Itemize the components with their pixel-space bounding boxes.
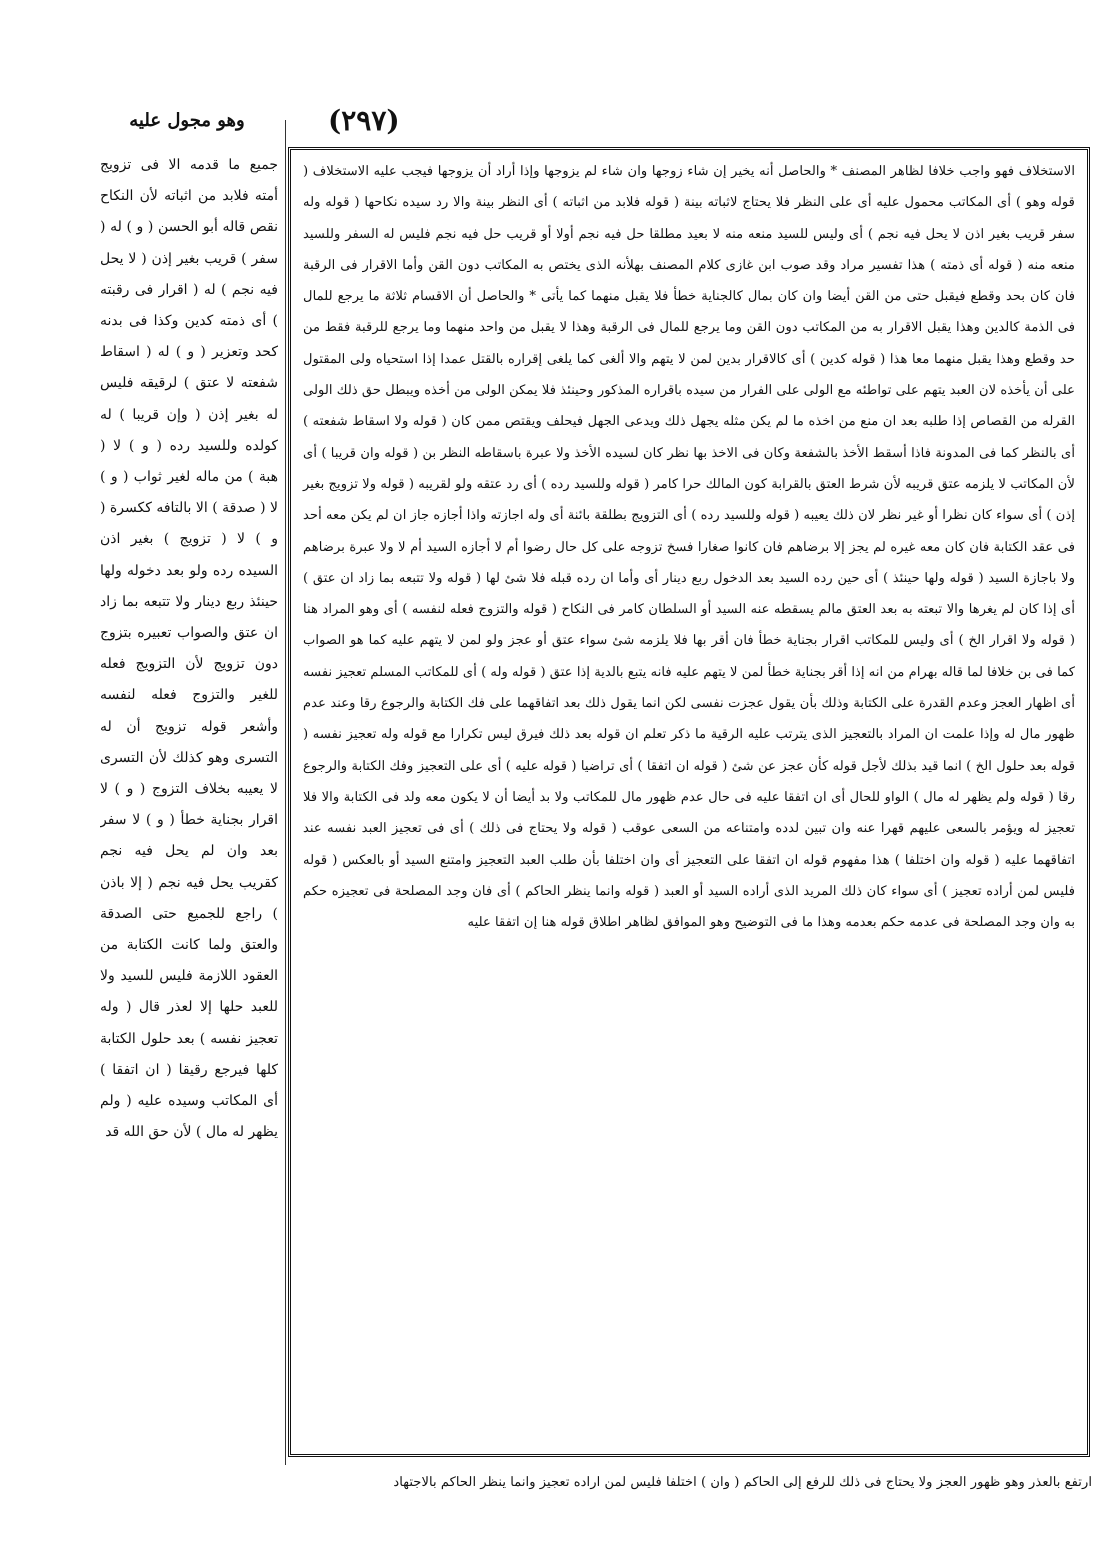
commentary-text [303,156,1075,938]
footer-line: ارتفع بالعذر وهو ظهور العجز ولا يحتاج فى ذلك للرفع إلى الحاكم ( وان ) اختلفا فليس لمن اراده تعجيز وانما ينظر الحاكم بالاجتهاد [393,1475,1092,1490]
column-divider [285,120,286,1465]
running-head: وهو مجول عليه [129,110,245,131]
margin-main-text-column [100,150,278,1460]
footer-continuation [100,1468,1092,1498]
commentary-frame [288,147,1090,1457]
commentary-paragraph: الاستخلاف فهو واجب خلافا لظاهر المصنف * والحاصل أنه يخير إن شاء زوجها وان شاء لم يزوجها وإذا أراد أن يزوجها فيجب عليه الاستخلاف ( قوله وهو ) أى المكاتب محمول عليه أى على النظر فلا يحتاج لاثباته بينة ( قوله فلابد من اثباته ) أى النظر بينة والا رد سيده نكاحها ( قوله وله سفر قريب بغير اذن لا يحل فيه نجم ) أى وليس للسيد منعه منه لا بعيد مطلقا حل فيه نجم أولا أو قريب حل فيه نجم فليس له السفر وللسيد منعه منه ( قوله أى ذمته ) هذا تفسير مراد وقد صوب ابن غازى كلام المصنف بهلأنه الذى يختص به المكاتب دون القن وأما الاقرار فى الرقبة فان كان بحد وقطع فيقبل حتى من القن أيضا وان كان بمال كالجناية خطأ فلا يقبل منهما كما يأتى * والحاصل أن الاقسام ثلاثة ما يرجع للمال فى الذمة كالدين وهذا يقبل الاقرار به من المكاتب دون القن وما يرجع للمال فى الرقبة وهذا لا يقبل من واحد منهما وما يرجع للرقبة فقط من حد وقطع وهذا يقبل منهما معا هذا ( قوله كدين ) أى كالاقرار بدين لمن لا يتهم والا ألغى كما يلغى إقراره بالقتل عمدا إذا استحياه ولى المقتول على أن يأخذه لان العبد يتهم على تواطئه مع الولى على الفرار من سيده باقراره المذكور وحينئذ فلا يمكن الولى من أخذه ويبطل حق ذلك الولى القرله من القصاص إذا طلبه بعد ان منع من اخذه ما لم يكن مثله يجهل ذلك ويدعى الجهل فيحلف ويقتص ممن كان ( قوله ولا اسقاط شفعته ) أى بالنظر كما فى المدونة فاذا أسقط الأخذ بالشفعة وكان فى الاخذ بها نظر كان لسيده الأخذ ولا عبرة باسقاطه النظر بن ( قوله وان قريبا ) أى لأن المكاتب لا يلزمه عتق قريبه لأن شرط العتق بالقرابة كون المالك حرا كامر ( قوله وللسيد رده ) أى رد عتقه ولو لقريبه ( قوله ولا تزويج بغير إذن ) أى سواء كان نظرا أو غير نظر لان ذلك يعيبه ( قوله وللسيد رده ) أى التزويج بطلقة بائنة أى وله اجازته واذا أجازه جاز ان لم يكن معه أحد فى عقد الكتابة فان كان معه غيره لم يجز إلا برضاهم فان كانوا صغارا فسخ تزوجه على كل حال رضوا أم لا أجازه السيد أم لا ولا عبرة برضاهم ولا باجازة السيد ( قوله ولها حينئذ ) أى حين رده السيد بعد الدخول ربع دينار أى وأما ان رده قبله فلا شئ لها ( قوله ولا تتبعه بما زاد ان عتق ) أى إذا كان لم يغرها والا تبعته به بعد العتق مالم يسقطه عنه السيد أو السلطان كامر فى النكاح ( قوله والتزوج فعله لنفسه ) أى وهو المراد هنا ( قوله ولا اقرار الخ ) أى وليس للمكاتب اقرار بجناية خطأ فان أقر بها فلا يلزمه شئ سواء عتق أو عجز ولو لمن لا يتهم عليه كما هو الصواب كما فى بن خلافا لما قاله بهرام من انه إذا أقر بجناية خطأ لمن لا يتهم عليه فانه يتبع بالدية إذا عتق ( قوله وله ) أى للمكاتب المسلم تعجيز نفسه أى اظهار العجز وعدم القدرة على الكتابة وذلك بأن يقول عجزت نفسى لكن انما يقول ذلك بعد اتفاقهما على فك الكتابة والرجوع رقا وعند عدم ظهور مال له وإذا علمت ان المراد بالتعجيز الذى يترتب عليه الرقية ما ذكر تعلم ان قوله بعد ذلك فيرق ليس تكرارا مع قوله وله تعجيز نفسه ( قوله بعد حلول الخ ) انما قيد بذلك لأجل قوله كأن عجز عن شئ ( قوله ان اتفقا ) أى تراضيا ( قوله عليه ) أى على التعجيز وفك الكتابة والرجوع رقا ( قوله ولم يظهر له مال ) الواو للحال أى ان اتفقا عليه فى حال عدم ظهور مال للمكاتب ولا بد أيضا أن لا يكون معه ولد فى الكتابة والا فلا تعجيز له ويؤمر بالسعى عليهم قهرا عنه وان تبين لدده وامتناعه من السعى عوقب ( قوله ولا يحتاج فى ذلك ) أى فى تعجيز العبد نفسه عند اتفاقهما عليه ( قوله وان اختلفا ) هذا مفهوم قوله ان اتفقا على التعجيز أى وان اختلفا بأن طلب العبد التعجيز وامتنع السيد أو بالعكس ( قوله فليس لمن أراده تعجيز ) أى سواء كان ذلك المريد الذى أراده السيد أو العبد ( قوله وانما ينظر الحاكم ) أى فان وجد المصلحة فى تعجيزه حكم به وان وجد المصلحة فى عدمه حكم بعدمه وهذا ما فى التوضيح وهو الموافق لظاهر اطلاق قوله هنا إن اتفقا عليه [303,164,1076,931]
page-number: (٢٩٧) [328,104,400,137]
margin-paragraph: جميع ما قدمه الا فى تزويج أمته فلابد من اثباته لأن النكاح نقص قاله أبو الحسن ( و ) له ( سفر ) قريب بغير إذن ( لا يحل فيه نجم ) له ( اقرار فى رقبته ) أى ذمته كدين وكذا فى بدنه كحد وتعزير ( و ) له ( اسقاط شفعته لا عتق ) لرقيقه فليس له بغير إذن ( وإن قريبا ) له كولده وللسيد رده ( و ) لا ( هبة ) من ماله لغير ثواب ( و ) لا ( صدقة ) الا بالتافه ككسرة ( و ) لا ( تزويج ) بغير اذن السيده رده ولو بعد دخوله ولها حينئذ ربع دينار ولا تتبعه بما زاد ان عتق والصواب تعبيره بتزوج دون تزويج لأن التزويج فعله للغير والتزوج فعله لنفسه وأشعر قوله تزويج أن له التسرى وهو كذلك لأن التسرى لا يعيبه بخلاف التزوج ( و ) لا اقرار بجناية خطأ ( و ) لا سفر بعد وان لم يحل فيه نجم كقريب يحل فيه نجم ( إلا باذن ) راجع للجميع حتى الصدقة والعتق ولما كانت الكتابة من العقود اللازمة فليس للسيد ولا للعبد حلها إلا لعذر قال ( وله تعجيز نفسه ) بعد حلول الكتابة كلها فيرجع رقيقا ( ان اتفقا ) أى المكاتب وسيده عليه ( ولم يظهر له مال ) لأن حق الله قد [100,157,278,1141]
